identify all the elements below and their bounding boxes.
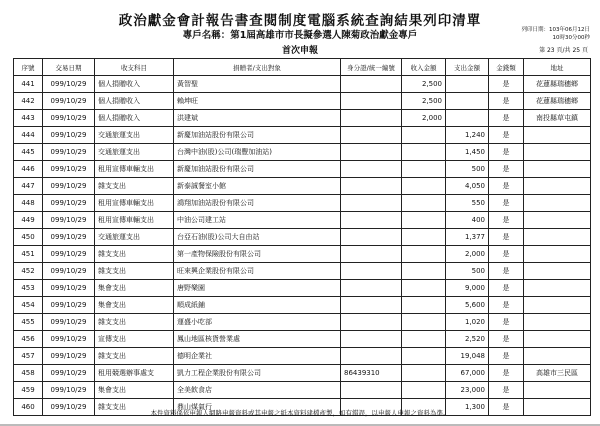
cell-cash: 是 [489, 229, 524, 246]
cell-expense: 1,020 [446, 314, 489, 331]
cell-cash: 是 [489, 365, 524, 382]
cell-id [341, 212, 402, 229]
cell-cash: 是 [489, 110, 524, 127]
cell-address: 花蓮縣瑞穗鄉 [524, 93, 591, 110]
records-table [13, 58, 591, 416]
cell-cash: 是 [489, 212, 524, 229]
cell-no: 445 [14, 144, 43, 161]
cell-id [341, 331, 402, 348]
column-header: 收支科目 [95, 59, 174, 76]
cell-cash: 是 [489, 331, 524, 348]
cell-expense: 2,000 [446, 246, 489, 263]
page-info: 第 23 頁/共 25 頁 [539, 47, 588, 54]
cell-date: 099/10/29 [43, 365, 95, 382]
cell-category: 交通旅運支出 [95, 144, 174, 161]
cell-address [524, 280, 591, 297]
cell-income [402, 195, 446, 212]
cell-expense: 1,240 [446, 127, 489, 144]
cell-no: 444 [14, 127, 43, 144]
cell-expense [446, 110, 489, 127]
table-row [14, 314, 591, 331]
cell-party: 洪建斌 [174, 110, 341, 127]
cell-address [524, 127, 591, 144]
cell-income: 2,500 [402, 93, 446, 110]
cell-category: 雜支支出 [95, 314, 174, 331]
cell-address [524, 212, 591, 229]
column-header: 序號 [14, 59, 43, 76]
column-header: 交易日期 [43, 59, 95, 76]
cell-address [524, 195, 591, 212]
cell-expense: 500 [446, 161, 489, 178]
cell-date: 099/10/29 [43, 348, 95, 365]
column-header: 金錢類 [489, 59, 524, 76]
cell-income [402, 297, 446, 314]
cell-cash: 是 [489, 161, 524, 178]
cell-id [341, 229, 402, 246]
cell-no: 450 [14, 229, 43, 246]
table-row [14, 280, 591, 297]
cell-expense: 500 [446, 263, 489, 280]
cell-address [524, 331, 591, 348]
cell-date: 099/10/29 [43, 195, 95, 212]
cell-income [402, 382, 446, 399]
print-time: 10時30分00秒 [552, 35, 590, 41]
cell-id [341, 263, 402, 280]
cell-expense: 9,000 [446, 280, 489, 297]
cell-income [402, 229, 446, 246]
cell-address [524, 314, 591, 331]
cell-address [524, 144, 591, 161]
cell-id [341, 297, 402, 314]
cell-party: 凱力工程企業股份有限公司 [174, 365, 341, 382]
account-name: 專戶名稱：第1屆高雄市市長擬參選人陳菊政治獻金專戶 [182, 30, 418, 41]
cell-expense: 4,050 [446, 178, 489, 195]
column-header: 身分證/統一編號 [341, 59, 402, 76]
cell-category: 租用宣傳車輛支出 [95, 195, 174, 212]
cell-cash: 是 [489, 178, 524, 195]
cell-cash: 是 [489, 297, 524, 314]
cell-no: 449 [14, 212, 43, 229]
cell-category: 集會支出 [95, 382, 174, 399]
cell-expense: 67,000 [446, 365, 489, 382]
cell-date: 099/10/29 [43, 382, 95, 399]
cell-party: 第一產物保險股份有限公司 [174, 246, 341, 263]
cell-no: 451 [14, 246, 43, 263]
cell-address: 高雄市三民區 [524, 365, 591, 382]
cell-cash: 是 [489, 93, 524, 110]
cell-income: 2,000 [402, 110, 446, 127]
cell-party: 鴻翔加油站股份有限公司 [174, 195, 341, 212]
cell-date: 099/10/29 [43, 178, 95, 195]
cell-income [402, 144, 446, 161]
cell-category: 交通旅運支出 [95, 229, 174, 246]
cell-expense: 400 [446, 212, 489, 229]
cell-party: 德明企業社 [174, 348, 341, 365]
cell-category: 租用競選辦事處支 [95, 365, 174, 382]
cell-expense: 2,520 [446, 331, 489, 348]
table-row [14, 178, 591, 195]
cell-party: 台亞石油(股)公司大自由站 [174, 229, 341, 246]
cell-id [341, 246, 402, 263]
cell-address [524, 161, 591, 178]
cell-income: 2,500 [402, 76, 446, 93]
cell-expense [446, 76, 489, 93]
cell-date: 099/10/29 [43, 127, 95, 144]
cell-income [402, 161, 446, 178]
cell-party: 新慶加油站股份有限公司 [174, 161, 341, 178]
cell-no: 441 [14, 76, 43, 93]
cell-address [524, 382, 591, 399]
cell-category: 個人捐贈收入 [95, 110, 174, 127]
cell-no: 446 [14, 161, 43, 178]
cell-party: 鳳山地區核貨營業處 [174, 331, 341, 348]
cell-date: 099/10/29 [43, 246, 95, 263]
report-type: 首次申報 [281, 46, 318, 56]
cell-income [402, 331, 446, 348]
cell-expense [446, 93, 489, 110]
cell-id [341, 161, 402, 178]
cell-cash: 是 [489, 314, 524, 331]
cell-cash: 是 [489, 144, 524, 161]
table-header-row [14, 59, 591, 76]
cell-cash: 是 [489, 246, 524, 263]
cell-id [341, 110, 402, 127]
cell-address [524, 246, 591, 263]
cell-date: 099/10/29 [43, 280, 95, 297]
cell-no: 458 [14, 365, 43, 382]
table-row [14, 246, 591, 263]
cell-id [341, 178, 402, 195]
cell-income [402, 127, 446, 144]
cell-date: 099/10/29 [43, 314, 95, 331]
cell-date: 099/10/29 [43, 161, 95, 178]
table-row [14, 382, 591, 399]
cell-cash: 是 [489, 399, 524, 416]
footer-note: 本件資料係依申報人網路申報資料或其申報之紙本資料建檔產製，如有錯誤，以申報人申報之資料為準。 [150, 409, 450, 417]
cell-category: 交通旅運支出 [95, 127, 174, 144]
report-title: 政治獻金會計報告書查閱制度電腦系統查詢結果列印清單 [118, 13, 482, 29]
table-row [14, 263, 591, 280]
cell-address [524, 297, 591, 314]
cell-expense: 23,000 [446, 382, 489, 399]
table-row [14, 76, 591, 93]
cell-income [402, 365, 446, 382]
table-row [14, 297, 591, 314]
cell-no: 453 [14, 280, 43, 297]
cell-party: 順成紙鋪 [174, 297, 341, 314]
cell-date: 099/10/29 [43, 144, 95, 161]
cell-id [341, 93, 402, 110]
cell-category: 宣傳支出 [95, 331, 174, 348]
cell-cash: 是 [489, 76, 524, 93]
cell-date: 099/10/29 [43, 110, 95, 127]
cell-category: 個人捐贈收入 [95, 93, 174, 110]
cell-party: 台灣中油(股)公司(瑞豐加油站) [174, 144, 341, 161]
cell-category: 租用宣傳車輛支出 [95, 212, 174, 229]
cell-cash: 是 [489, 382, 524, 399]
cell-party: 新泰誠餐室小館 [174, 178, 341, 195]
cell-expense: 1,450 [446, 144, 489, 161]
cell-expense: 1,377 [446, 229, 489, 246]
cell-id [341, 314, 402, 331]
cell-address: 花蓮縣瑞穗鄉 [524, 76, 591, 93]
cell-no: 452 [14, 263, 43, 280]
cell-income [402, 314, 446, 331]
cell-date: 099/10/29 [43, 297, 95, 314]
cell-expense: 19,048 [446, 348, 489, 365]
cell-income [402, 263, 446, 280]
cell-cash: 是 [489, 348, 524, 365]
cell-date: 099/10/29 [43, 229, 95, 246]
cell-expense: 5,600 [446, 297, 489, 314]
cell-id [341, 382, 402, 399]
cell-party: 運盛小吃部 [174, 314, 341, 331]
cell-cash: 是 [489, 263, 524, 280]
cell-income [402, 212, 446, 229]
cell-party: 唐野樂園 [174, 280, 341, 297]
cell-no: 454 [14, 297, 43, 314]
cell-category: 雜支支出 [95, 263, 174, 280]
cell-no: 448 [14, 195, 43, 212]
cell-income [402, 246, 446, 263]
cell-category: 雜支支出 [95, 348, 174, 365]
cell-no: 455 [14, 314, 43, 331]
table-row [14, 348, 591, 365]
cell-expense: 1,300 [446, 399, 489, 416]
cell-date: 099/10/29 [43, 212, 95, 229]
table-row [14, 161, 591, 178]
cell-category: 雜支支出 [95, 399, 174, 416]
cell-id: 86439310 [341, 365, 402, 382]
table-row [14, 110, 591, 127]
column-header: 收入金額 [402, 59, 446, 76]
cell-no: 456 [14, 331, 43, 348]
table-row [14, 229, 591, 246]
cell-id [341, 76, 402, 93]
cell-no: 447 [14, 178, 43, 195]
cell-party: 鼎山煤氣行 [174, 399, 341, 416]
cell-address [524, 348, 591, 365]
cell-address [524, 263, 591, 280]
cell-id [341, 195, 402, 212]
cell-no: 442 [14, 93, 43, 110]
cell-income [402, 280, 446, 297]
cell-category: 集會支出 [95, 297, 174, 314]
cell-category: 個人捐贈收入 [95, 76, 174, 93]
cell-cash: 是 [489, 280, 524, 297]
cell-address [524, 229, 591, 246]
cell-cash: 是 [489, 127, 524, 144]
cell-party: 全美飲食店 [174, 382, 341, 399]
cell-income [402, 178, 446, 195]
cell-date: 099/10/29 [43, 263, 95, 280]
cell-address [524, 178, 591, 195]
table-row [14, 93, 591, 110]
cell-address: 南投縣草屯鎮 [524, 110, 591, 127]
column-header: 捐贈者/支出對象 [174, 59, 341, 76]
table-row [14, 212, 591, 229]
cell-category: 租用宣傳車輛支出 [95, 161, 174, 178]
table-row [14, 365, 591, 382]
cell-id [341, 127, 402, 144]
cell-income [402, 348, 446, 365]
cell-party: 新慶加油站股份有限公司 [174, 127, 341, 144]
cell-id [341, 348, 402, 365]
cell-category: 雜支支出 [95, 178, 174, 195]
cell-no: 460 [14, 399, 43, 416]
cell-date: 099/10/29 [43, 331, 95, 348]
cell-cash: 是 [489, 195, 524, 212]
table-row [14, 127, 591, 144]
cell-category: 雜支支出 [95, 246, 174, 263]
cell-id [341, 144, 402, 161]
cell-no: 457 [14, 348, 43, 365]
table-body [14, 76, 591, 416]
cell-id [341, 280, 402, 297]
cell-party: 旺來興企業股份有限公司 [174, 263, 341, 280]
cell-date: 099/10/29 [43, 93, 95, 110]
cell-no: 459 [14, 382, 43, 399]
cell-category: 集會支出 [95, 280, 174, 297]
print-info [522, 26, 591, 42]
cell-date: 099/10/29 [43, 76, 95, 93]
table-row [14, 144, 591, 161]
column-header: 地址 [524, 59, 591, 76]
cell-party: 賴坤旺 [174, 93, 341, 110]
cell-party: 黃智聖 [174, 76, 341, 93]
print-date: 列印日期：103年06月12日 [521, 27, 590, 33]
table-row [14, 331, 591, 348]
cell-party: 中油公司建工站 [174, 212, 341, 229]
table-row [14, 195, 591, 212]
column-header: 支出金額 [446, 59, 489, 76]
cell-expense: 550 [446, 195, 489, 212]
cell-no: 443 [14, 110, 43, 127]
cell-date: 099/10/29 [43, 399, 95, 416]
